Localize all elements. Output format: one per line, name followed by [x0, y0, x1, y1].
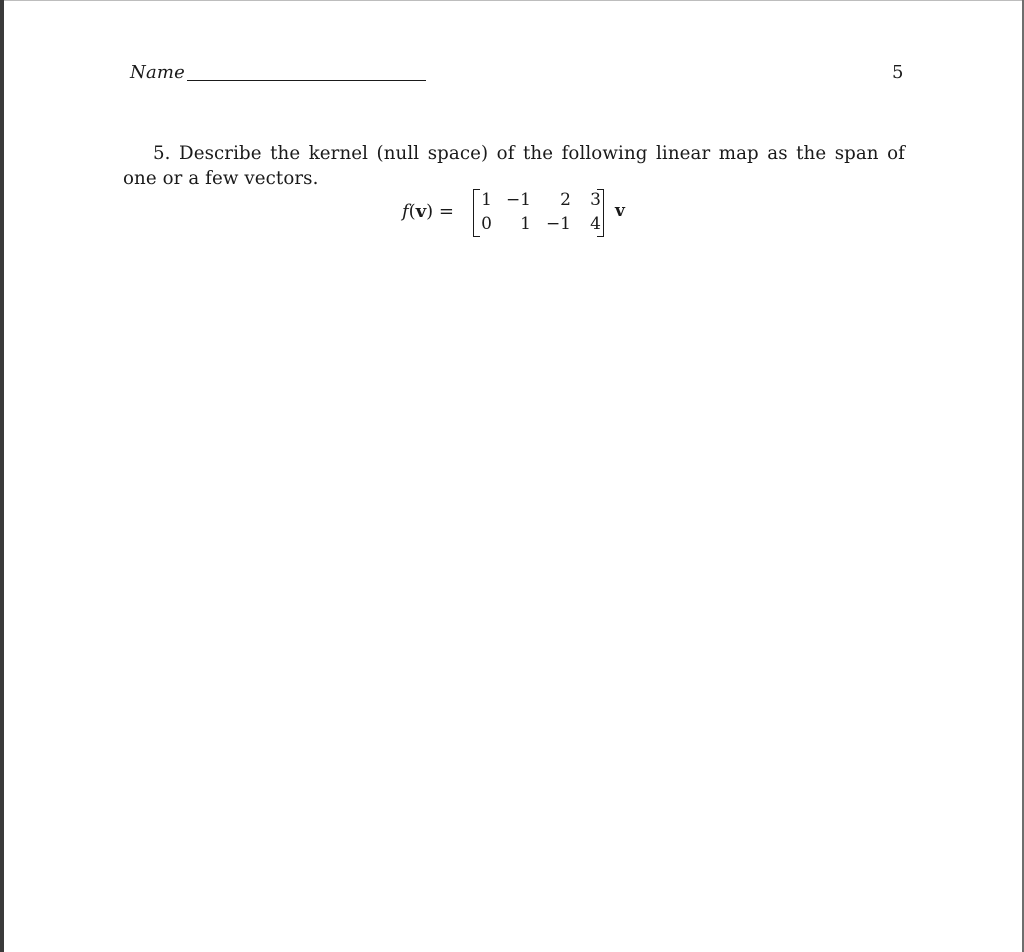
matrix-cell: −1	[505, 190, 531, 210]
name-blank-line	[187, 80, 426, 81]
matrix-cell: −1	[545, 214, 571, 234]
matrix-cell: 3	[590, 190, 601, 210]
argument-vector: v	[415, 201, 427, 222]
multiplied-vector: v	[615, 201, 625, 221]
close-paren-equals: ) =	[426, 201, 454, 222]
matrix-cell: 1	[520, 214, 531, 234]
problem-statement: 5. Describe the kernel (null space) of the following linear map as the span of one or a few vectors.	[123, 143, 905, 190]
page-number: 5	[892, 62, 904, 83]
matrix-cell: 4	[590, 214, 601, 234]
matrix-cell: 0	[481, 214, 492, 234]
equation-lhs	[402, 201, 454, 222]
open-paren: (	[408, 201, 416, 222]
name-label: Name	[130, 62, 186, 83]
document-page	[4, 1, 1022, 952]
function-symbol: f	[402, 201, 409, 222]
matrix-cell: 2	[560, 190, 571, 210]
matrix-right-bracket	[597, 189, 604, 237]
matrix-cell: 1	[481, 190, 492, 210]
